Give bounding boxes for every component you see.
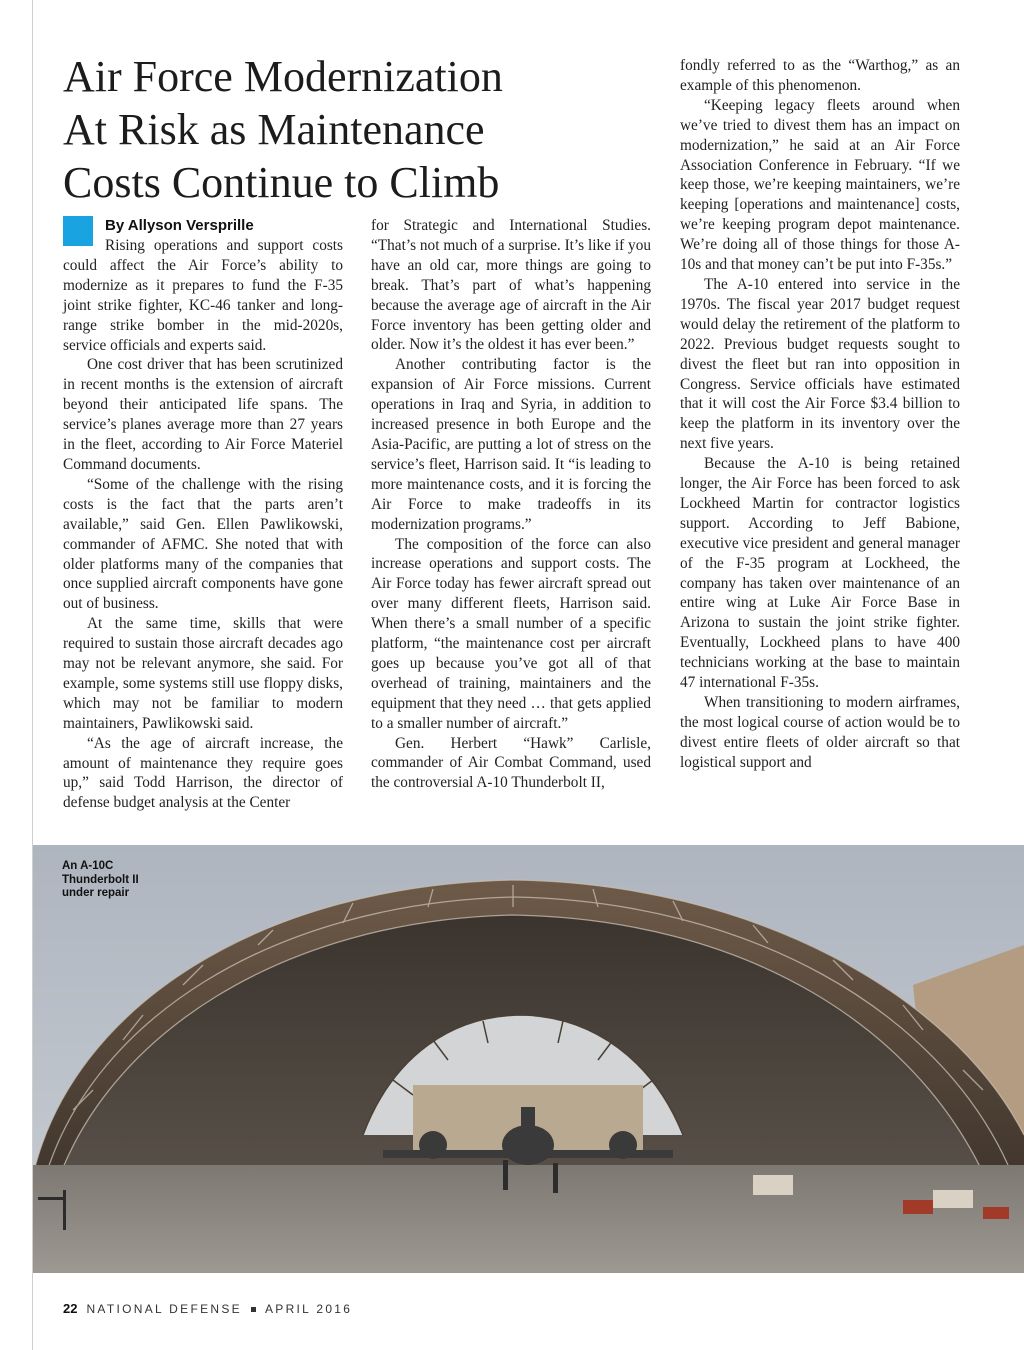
paragraph: The composition of the force can also increase operations and support costs. The Air Force today has fewer aircraft spread out over many different fleets, Harrison said. When there’s a small number of a specific platform, “the maintenance cost per aircraft goes up because you’ve got all of that overhead of training, maintainers and the equipment that they need … that gets applied to a smaller number of aircraft.” [371,535,651,732]
paragraph: “Keeping legacy fleets around when we’ve tried to divest them has an impact on modernization,” he said at an Air Force Association Conference in February. “If we keep those, we’re keeping maintainers, we’re keeping [operations and maintenance] costs, we’re keeping program depot maintenance. We’re doing all of those things for those A-10s and that money can’t be put into F-35s.” [680,96,960,274]
footer-separator [251,1307,256,1312]
paragraph: Another contributing factor is the expansion of Air Force missions. Current operations in Iraq and Syria, in addition to increased presence in both Europe and the Asia-Pacific, are putting a lot of stress on the service’s fleet, Harrison said. It “is leading to more maintenance costs, and it is forcing the Air Force to make tradeoffs in its modernization programs.” [371,356,651,533]
paragraph: “As the age of aircraft increase, the amount of maintenance they require goes up,” said Todd Harrison, the director of defense budget analysis at the Center [63,734,343,812]
caption-line: An A-10C [62,860,114,872]
page-number: 22 [63,1301,78,1316]
page-footer [63,1301,352,1317]
issue-date: APRIL 2016 [264,1302,353,1316]
caption-line: under repair [62,887,130,899]
section-marker-square [63,216,93,246]
headline-line: At Risk as Maintenance [63,105,485,154]
byline-row [63,216,343,236]
paragraph: “Some of the challenge with the rising costs is the fact that the parts aren’t available,” said Gen. Ellen Pawlikowski, commander of AFMC. She noted that with older platforms many of the companies that once supplied aircraft components have gone out of business. [63,475,343,613]
byline: By Allyson Versprille [105,217,254,234]
paragraph: The A-10 entered into service in the 1970s. The fiscal year 2017 budget request would delay the retirement of the platform to 2022. Previous budget requests sought to divest the fleet but ran into opposition in Congress. Service officials have estimated that it will cost the Air Force $3.4 billion to keep the platform in its inventory over the next five years. [680,275,960,453]
paragraph: One cost driver that has been scrutinized in recent months is the extension of aircraft beyond their anticipated life spans. The service’s planes average more than 27 years in the fleet, according to Air Force Materiel Command documents. [63,356,343,473]
publication-name: NATIONAL DEFENSE [86,1302,242,1316]
caption-line: Thunderbolt II [62,873,139,886]
paragraph: Because the A-10 is being retained longer, the Air Force has been forced to ask Lockheed Martin for contractor logistics support. According to Jeff Babione, executive vice president and general manager of the F-35 program at Lockheed, the company has taken over maintenance of an entire wing at Luke Air Force Base in Arizona to sustain the joint strike fighter. Eventually, Lockheed plans to have 400 technicians working at the base to maintain 47 international F-35s. [680,455,960,692]
text-column-3 [680,56,960,773]
paragraph: fondly referred to as the “Warthog,” as an example of this phenomenon. [680,57,960,94]
text-column-1 [63,216,343,813]
photo-caption [62,860,152,901]
hangar-photo [33,845,1024,1273]
text-column-2 [371,216,651,793]
headline-line: Air Force Modernization [63,52,503,101]
paragraph: Rising operations and support costs could affect the Air Force’s ability to modernize as it prepares to fund the F-35 joint strike fighter, KC-46 tanker and long-range strike bomber in the mid-2020s, service officials and experts said. [63,237,343,354]
paragraph: At the same time, skills that were required to sustain those aircraft decades ago may not be relevant anymore, she said. For example, some systems still use floppy disks, which may not be familiar to modern maintainers, Pawlikowski said. [63,615,343,732]
headline-line: Costs Continue to Climb [63,158,500,207]
paragraph: Gen. Herbert “Hawk” Carlisle, commander of Air Combat Command, used the controversial A-10 Thunderbolt II, [371,734,651,792]
paragraph: When transitioning to modern airframes, the most logical course of action would be to divest entire fleets of older aircraft so that logistical support and [680,694,960,771]
paragraph: for Strategic and International Studies. “That’s not much of a surprise. It’s like if you have an old car, more things are going to break. That’s part of what’s happening because the average age of aircraft in the Air Force inventory has been getting older and older. Now it’s the oldest it has ever been.” [371,217,651,354]
article-headline [63,50,623,209]
